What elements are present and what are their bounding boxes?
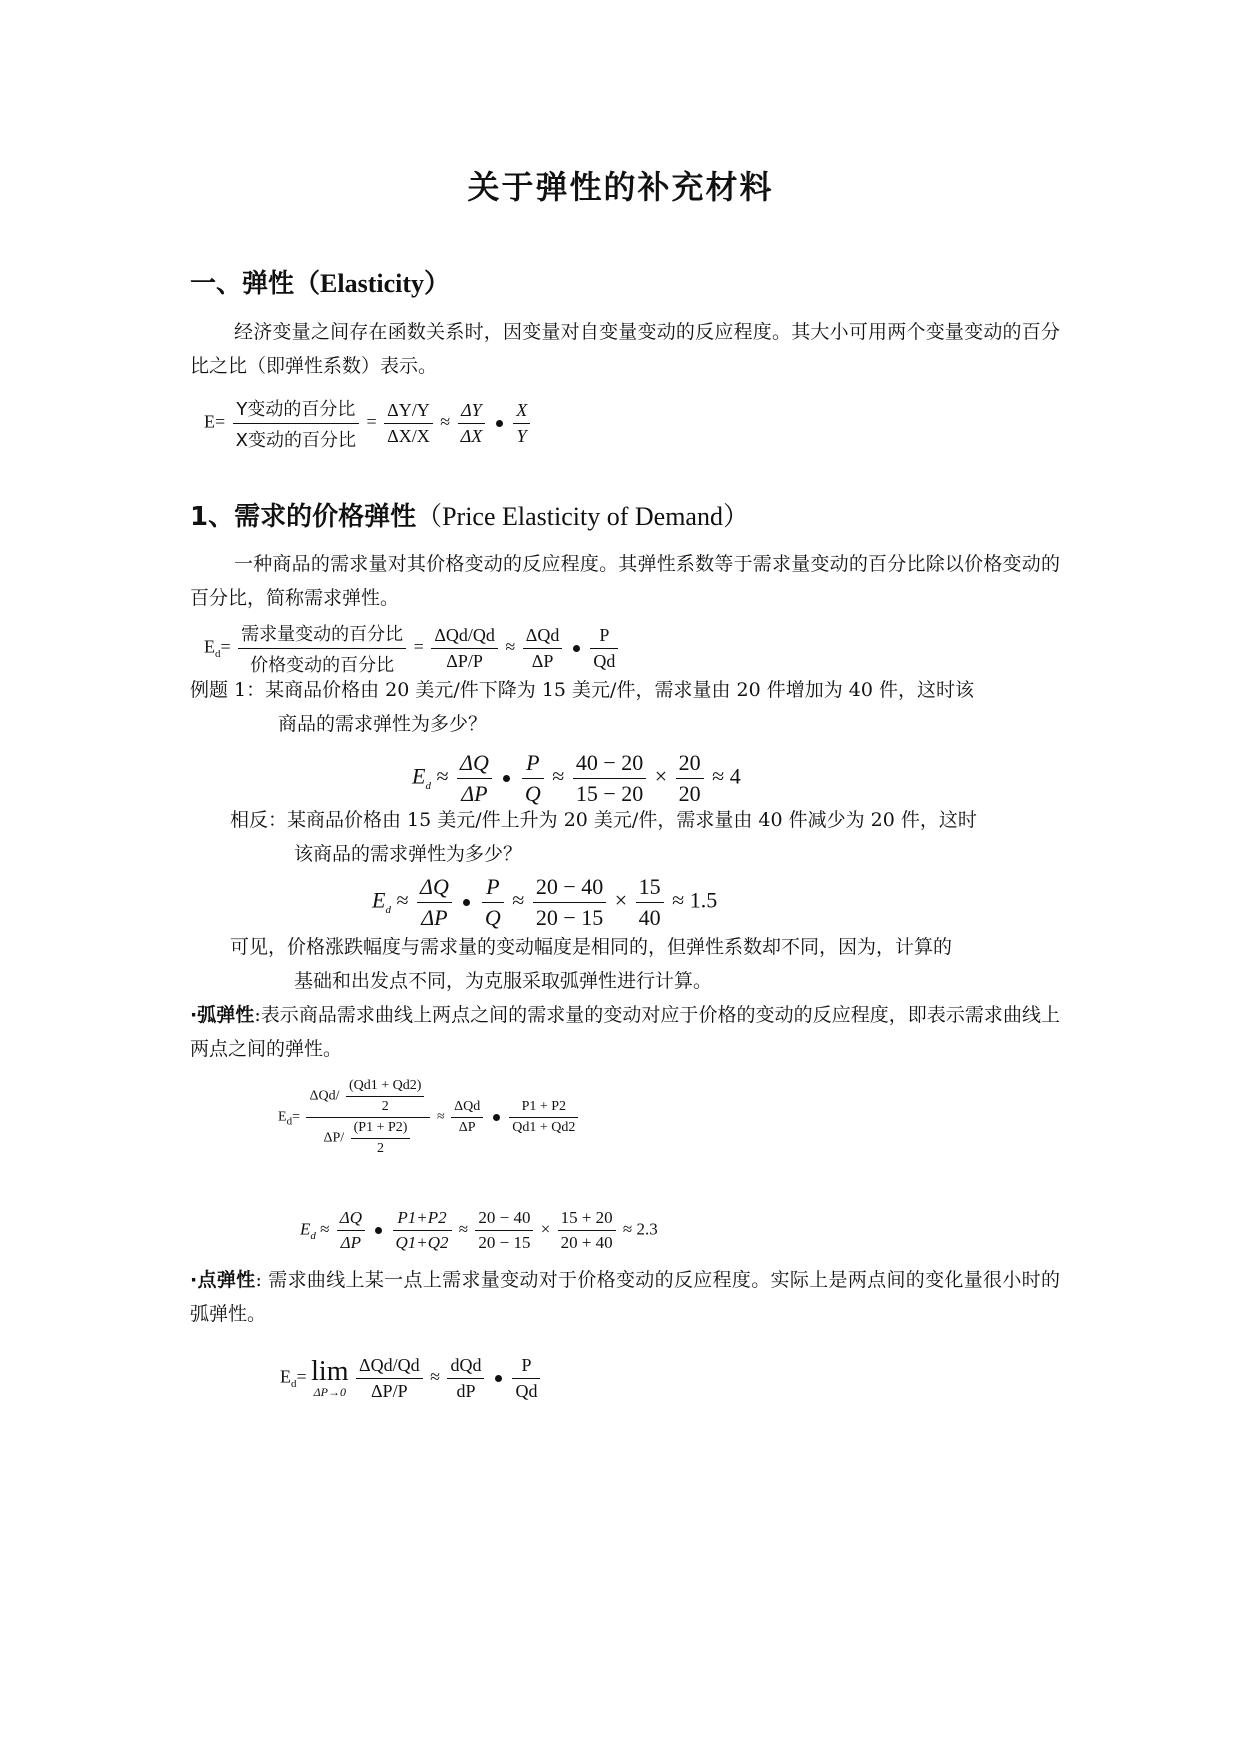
- fraction-percent: [238, 620, 406, 677]
- heading-end: ）: [424, 269, 451, 299]
- formula-eq: =: [220, 636, 231, 657]
- frac-num: P: [482, 874, 504, 903]
- fraction: [636, 874, 664, 931]
- heading-zh: 一、弹性（: [190, 269, 321, 299]
- frac-num: ΔQd/Qd: [431, 625, 498, 649]
- fraction: [457, 750, 492, 807]
- frac-den: Qd: [515, 1381, 538, 1401]
- frac-den: [306, 1118, 430, 1157]
- frac-den: Q: [524, 781, 541, 806]
- example-2: [230, 803, 1060, 871]
- formula-lhs: E: [280, 1366, 291, 1387]
- formula-result: 1.5: [689, 887, 718, 913]
- dot-operator: [463, 899, 470, 906]
- frac-num: P: [512, 1355, 540, 1379]
- fraction: [512, 1355, 540, 1402]
- example-1: [190, 673, 1060, 741]
- frac-num: ΔQd/Qd: [356, 1355, 423, 1379]
- example-line: 例题 1：某商品价格由 20 美元/件下降为 15 美元/件，需求量由 20 件增加为 40 件，这时该: [190, 679, 974, 701]
- frac-num: dQd: [447, 1355, 484, 1379]
- frac-num: ΔQ: [417, 874, 452, 903]
- formula-approx: ≈: [622, 1219, 633, 1239]
- fraction: [351, 1120, 411, 1157]
- arc-elasticity-definition: [190, 998, 1060, 1066]
- formula-price-elasticity: [204, 620, 621, 677]
- note-line: 可见，价格涨跌幅度与需求量的变动幅度是相同的，但弹性系数却不同，因为，计算的: [230, 936, 953, 958]
- frac-den: 15 − 20: [575, 781, 644, 806]
- point-elasticity-text: : 需求曲线上某一点上需求量变动对于价格变动的反应程度。实际上是两点间的变化量很小时的弧弹性。: [190, 1269, 1060, 1325]
- price-elasticity-definition: 一种商品的需求量对其价格变动的反应程度。其弹性系数等于需求量变动的百分比除以价格变动的百分比，简称需求弹性。: [190, 553, 1060, 609]
- formula-arc-calculation: [300, 1208, 658, 1253]
- formula-lhs-sub: d: [310, 1229, 316, 1242]
- fraction: [558, 1208, 616, 1253]
- fraction-x-y: [513, 400, 530, 447]
- example-line: 相反：某商品价格由 15 美元/件上升为 20 美元/件，需求量由 40 件减少为 20 件，这时: [230, 809, 977, 831]
- fraction-delta: [431, 625, 498, 672]
- frac-den: ΔP: [531, 651, 554, 671]
- fraction: [533, 874, 606, 931]
- heading-en: （Price Elasticity of Demand）: [416, 502, 749, 531]
- frac-den: ΔX: [460, 426, 483, 446]
- formula-result: 4: [729, 763, 741, 789]
- frac-den: ΔP: [340, 1233, 362, 1252]
- frac-den: Y: [516, 426, 527, 446]
- frac-den: ΔP: [458, 1120, 476, 1135]
- term: ΔQd/: [309, 1088, 340, 1104]
- fraction-p-q: [590, 625, 618, 672]
- frac-num: ΔY/Y: [384, 400, 433, 424]
- formula-approx: ≈: [430, 1366, 440, 1387]
- frac-num: P1+P2: [393, 1208, 452, 1231]
- example-line: 商品的需求弹性为多少？: [278, 713, 488, 735]
- frac-den: 2: [381, 1099, 389, 1114]
- frac-num: P1 + P2: [509, 1099, 578, 1118]
- formula-lhs: E: [278, 1109, 287, 1125]
- frac-den: Qd1 + Qd2: [512, 1120, 576, 1135]
- formula-approx: ≈: [458, 1219, 469, 1239]
- fraction-dq-dp: [523, 625, 563, 672]
- frac-den: dP: [456, 1381, 476, 1401]
- times-operator: ×: [614, 887, 628, 913]
- frac-den: 2: [377, 1141, 385, 1156]
- fraction: [447, 1355, 484, 1402]
- formula-lhs: E: [204, 636, 215, 657]
- formula-lhs-sub: d: [425, 779, 431, 792]
- arc-elasticity-text: :表示商品需求曲线上两点之间的需求量的变动对应于价格的变动的反应程度，即表示需求曲线上两点之间的弹性。: [190, 1004, 1061, 1060]
- fraction: [522, 750, 544, 807]
- formula-lhs: E: [412, 763, 426, 789]
- formula-approx: ≈: [512, 887, 525, 913]
- frac-num: ΔQd: [523, 625, 563, 649]
- dot-operator: [496, 420, 503, 427]
- fraction: [346, 1078, 424, 1115]
- point-elasticity-definition: [190, 1263, 1060, 1331]
- section-heading-elasticity: [190, 263, 450, 300]
- frac-den: ΔP/P: [446, 651, 483, 671]
- frac-den: Q1+Q2: [395, 1233, 449, 1252]
- fraction: [451, 1099, 483, 1136]
- fraction: [573, 750, 646, 807]
- frac-den: 20 + 40: [560, 1233, 613, 1252]
- fraction: [482, 874, 504, 931]
- frac-den: 20 − 15: [478, 1233, 531, 1252]
- lim-text: lim: [311, 1355, 349, 1387]
- frac-num: 需求量变动的百分比: [238, 620, 406, 649]
- frac-den: ΔP: [421, 905, 448, 930]
- section-heading-price-elasticity: [190, 496, 749, 533]
- formula-approx: ≈: [505, 636, 516, 657]
- frac-den: ΔX/X: [387, 426, 430, 446]
- formula-approx: ≈: [320, 1219, 330, 1239]
- frac-num: (P1 + P2): [351, 1120, 411, 1139]
- page-title: 关于弹性的补充材料: [467, 168, 774, 206]
- formula-approx: ≈: [672, 887, 685, 913]
- frac-den: 40: [638, 905, 661, 930]
- formula-lhs: E=: [204, 411, 226, 432]
- dot-operator: [493, 1114, 500, 1121]
- frac-num: 15 + 20: [558, 1208, 616, 1231]
- frac-num: 20: [676, 750, 704, 779]
- formula-example-1: [412, 750, 741, 807]
- fraction-percent: [233, 395, 359, 452]
- fraction: [393, 1208, 452, 1253]
- fraction-delta: [384, 400, 433, 447]
- dot-operator: [503, 775, 510, 782]
- formula-elasticity: [204, 395, 533, 452]
- frac-den: 20 − 15: [535, 905, 604, 930]
- note-line: 基础和出发点不同，为克服采取弧弹性进行计算。: [294, 970, 713, 992]
- elasticity-definition: 经济变量之间存在函数关系时，因变量对自变量变动的反应程度。其大小可用两个变量变动的百分比之比（即弹性系数）表示。: [190, 321, 1060, 377]
- formula-lhs-sub: d: [286, 1115, 293, 1128]
- formula-approx: ≈: [440, 411, 451, 432]
- frac-num: P: [522, 750, 544, 779]
- arc-elasticity-term: ·弧弹性: [190, 1004, 255, 1026]
- times-operator: ×: [654, 763, 668, 789]
- formula-approx: ≈: [436, 763, 449, 789]
- frac-den: ΔP: [461, 781, 488, 806]
- formula-lhs-sub: d: [385, 903, 391, 916]
- formula-approx: ≈: [396, 887, 409, 913]
- frac-num: (Qd1 + Qd2): [346, 1078, 424, 1097]
- conclusion-note: [230, 930, 1060, 998]
- frac-num: [306, 1078, 430, 1118]
- formula-lhs: E: [300, 1219, 311, 1239]
- formula-eq: =: [292, 1109, 300, 1125]
- fraction: [417, 874, 452, 931]
- frac-num: Y变动的百分比: [233, 395, 359, 424]
- frac-num: 20 − 40: [533, 874, 606, 903]
- formula-approx: ≈: [712, 763, 725, 789]
- formula-eq: =: [413, 636, 424, 657]
- formula-example-2: [372, 874, 717, 931]
- dot-operator: [495, 1375, 502, 1382]
- formula-lhs-sub: d: [215, 648, 221, 661]
- fraction: [509, 1099, 578, 1136]
- fraction-dy-dx: [458, 400, 486, 447]
- example-line: 该商品的需求弹性为多少？: [294, 843, 523, 865]
- frac-den: X变动的百分比: [235, 430, 356, 451]
- frac-num: 15: [636, 874, 664, 903]
- formula-point-elasticity: [280, 1355, 543, 1402]
- fraction: [337, 1208, 365, 1253]
- frac-num: ΔY: [458, 400, 486, 424]
- fraction: [676, 750, 704, 807]
- frac-num: 20 − 40: [475, 1208, 533, 1231]
- frac-num: P: [590, 625, 618, 649]
- compound-fraction: [306, 1078, 430, 1157]
- formula-eq: =: [366, 411, 377, 432]
- frac-den: 价格变动的百分比: [250, 655, 395, 676]
- frac-num: ΔQ: [337, 1208, 365, 1231]
- formula-result: 2.3: [636, 1219, 658, 1239]
- dot-operator: [375, 1227, 382, 1234]
- frac-num: ΔQ: [457, 750, 492, 779]
- point-elasticity-term: ·点弹性: [190, 1269, 256, 1291]
- lim-sub: ΔP→0: [313, 1384, 347, 1399]
- frac-num: ΔQd: [451, 1099, 483, 1118]
- heading-en: Elasticity: [320, 269, 425, 298]
- formula-eq: =: [296, 1366, 307, 1387]
- frac-den: ΔP/P: [370, 1381, 408, 1401]
- formula-approx: ≈: [436, 1109, 445, 1125]
- frac-den: 20: [678, 781, 701, 806]
- frac-num: 40 − 20: [573, 750, 646, 779]
- times-operator: ×: [540, 1219, 551, 1239]
- frac-den: Q: [484, 905, 501, 930]
- formula-approx: ≈: [552, 763, 565, 789]
- dot-operator: [573, 645, 580, 652]
- fraction: [356, 1355, 423, 1402]
- frac-num: X: [513, 400, 530, 424]
- fraction: [475, 1208, 533, 1253]
- frac-den: Qd: [593, 651, 616, 671]
- formula-arc-elasticity: [278, 1078, 581, 1157]
- term: ΔP/: [323, 1130, 345, 1146]
- limit-operator: [311, 1355, 349, 1399]
- heading-zh: 1、需求的价格弹性: [190, 502, 417, 532]
- formula-lhs-sub: d: [291, 1378, 297, 1391]
- formula-lhs: E: [372, 887, 386, 913]
